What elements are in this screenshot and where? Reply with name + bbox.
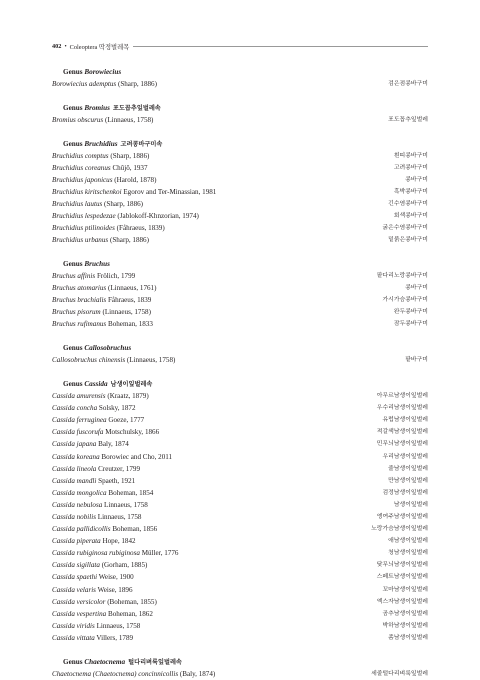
species-entry	[52, 620, 140, 632]
species-row	[52, 282, 428, 294]
species-entry	[52, 547, 178, 559]
species-korean-name: 꼬마남생이잎벌레	[382, 586, 428, 593]
species-row	[52, 210, 428, 222]
genus-name: Bruchus	[84, 260, 110, 268]
species-author: (Boheman, 1855)	[107, 597, 157, 606]
species-author: Linnaeus, 1758	[104, 500, 148, 509]
species-korean-name: 닺무늬남생이잎벌레	[376, 562, 428, 569]
genus-title	[63, 342, 131, 354]
species-name: Cassida nobilis	[52, 512, 96, 521]
species-entry	[52, 487, 153, 499]
species-korean-name: 민무늬남생이잎벌레	[376, 441, 428, 448]
species-name: Cassida japana	[52, 440, 97, 449]
species-korean-name: 남생이잎벌레	[393, 501, 428, 508]
genus-title	[63, 138, 162, 150]
species-checklist	[52, 66, 428, 680]
species-row	[52, 354, 428, 366]
species-name: Cassida amurensis	[52, 392, 106, 401]
species-row	[52, 222, 428, 234]
species-author: Motschulsky, 1866	[105, 428, 160, 437]
species-row	[52, 668, 428, 680]
species-row	[52, 426, 428, 438]
genus-block	[52, 342, 428, 366]
genus-name: Cassida	[84, 379, 108, 388]
species-korean-name: 팥다리노랑콩바구미	[376, 273, 428, 280]
genus-name: Bruchidius	[84, 139, 118, 148]
species-author: (Sharp, 1886)	[117, 80, 157, 89]
genus-title	[63, 102, 161, 114]
species-korean-name: 좀남생이잎벌레	[388, 634, 428, 641]
species-entry	[52, 438, 129, 450]
species-korean-name: 흰띠콩바구미	[393, 152, 428, 159]
header-separator: •	[64, 43, 67, 50]
species-name: Cassida pallidicollis	[52, 525, 111, 534]
species-author: Boheman, 1833	[107, 320, 153, 329]
genus-block	[52, 258, 428, 331]
species-korean-name: 만남생이잎벌레	[388, 477, 428, 484]
species-author: Weise, 1896	[97, 585, 133, 594]
species-entry	[52, 402, 136, 414]
genus-block	[52, 656, 428, 680]
species-row	[52, 438, 428, 450]
species-author: Linnaeus, 1758	[97, 512, 142, 521]
species-korean-name: 콩바구미	[405, 285, 428, 292]
species-row	[52, 414, 428, 426]
species-entry	[52, 186, 216, 198]
genus-heading	[52, 138, 428, 150]
species-name: Cassida vittata	[52, 633, 95, 642]
species-korean-name: 고려콩바구미	[393, 164, 428, 171]
species-author: (Linnaeus, 1761)	[107, 284, 157, 293]
genus-name: Borowiecius	[84, 68, 122, 76]
species-author: (Kraatz, 1879)	[107, 392, 149, 401]
species-author: (Sharp, 1886)	[110, 151, 150, 160]
species-entry	[52, 584, 133, 596]
species-author: (Linnaeus, 1758)	[126, 356, 176, 365]
species-entry	[52, 559, 147, 571]
species-korean-name: 스페트남생이잎벌레	[376, 574, 428, 581]
species-entry	[52, 499, 148, 511]
species-korean-name: 팥바구미	[405, 357, 428, 364]
species-name: Bromius obscurus	[52, 115, 104, 124]
species-name: Bruchidius comptus	[52, 151, 109, 160]
species-author: (Sharp, 1886)	[109, 236, 149, 245]
species-entry	[52, 306, 151, 318]
species-korean-name: 우수리남생이잎벌레	[376, 405, 428, 412]
species-korean-name: 줄남생이잎벌레	[388, 465, 428, 472]
species-name: Cassida sigillata	[52, 561, 100, 570]
species-korean-name: 엥여주남생이잎벌레	[376, 513, 428, 520]
species-name: Cassida ferruginea	[52, 416, 107, 425]
species-row	[52, 270, 428, 282]
genus-block	[52, 66, 428, 90]
species-name: Cassida fuscorufa	[52, 428, 104, 437]
species-entry	[52, 523, 157, 535]
genus-heading	[52, 378, 428, 390]
species-author: (Gorham, 1885)	[101, 561, 148, 570]
species-korean-name: 회색콩바구미	[393, 213, 428, 220]
species-name: Bruchidius kiritschenkoi	[52, 187, 122, 196]
species-row	[52, 114, 428, 126]
species-korean-name: 아무르남생이잎벌레	[376, 393, 428, 400]
species-entry	[52, 390, 149, 402]
species-row	[52, 318, 428, 330]
species-korean-name: 가시가슴콩바구미	[382, 297, 428, 304]
species-row	[52, 294, 428, 306]
species-korean-name: 노랑가슴남생이잎벌레	[371, 526, 428, 533]
species-name: Cassida koreana	[52, 452, 100, 461]
species-korean-name: 밑붉은콩바구미	[388, 237, 428, 244]
species-row	[52, 475, 428, 487]
species-author: Boheman, 1862	[107, 609, 153, 618]
species-korean-name: 청남생이잎벌레	[388, 550, 428, 557]
species-row	[52, 451, 428, 463]
species-row	[52, 499, 428, 511]
species-author: Spaeth, 1921	[98, 476, 136, 485]
species-entry	[52, 174, 156, 186]
page-number: 402	[52, 43, 62, 50]
species-name: Cassida rubiginosa rubiginosa	[52, 549, 140, 558]
species-author: (Harold, 1878)	[114, 175, 157, 184]
genus-label: Genus	[63, 379, 83, 388]
species-name: Bruchidius ptilinoides	[52, 224, 115, 233]
species-entry	[52, 535, 136, 547]
species-row	[52, 523, 428, 535]
species-author: Hope, 1842	[102, 537, 136, 546]
species-row	[52, 559, 428, 571]
species-row	[52, 150, 428, 162]
genus-heading	[52, 342, 428, 354]
species-author: Borowiec and Cho, 2011	[101, 452, 173, 461]
species-korean-name: 완두콩바구미	[393, 309, 428, 316]
species-korean-name: 곰추남생이잎벌레	[382, 610, 428, 617]
genus-title	[63, 66, 121, 78]
species-author: Linnaeus, 1758	[96, 621, 141, 630]
species-name: Cassida piperata	[52, 537, 101, 546]
species-entry	[52, 222, 165, 234]
genus-heading	[52, 656, 428, 668]
genus-label: Genus	[63, 68, 83, 76]
species-author: Weise, 1900	[98, 573, 134, 582]
species-author: Chûjô, 1937	[112, 163, 148, 172]
species-name: Cassida lineola	[52, 464, 97, 473]
species-author: (Linnaeus, 1758)	[104, 115, 154, 124]
species-row	[52, 608, 428, 620]
genus-label: Genus	[63, 344, 83, 353]
species-korean-name: 검은점콩바구미	[388, 81, 428, 88]
genus-label: Genus	[63, 657, 83, 666]
species-entry	[52, 78, 157, 90]
species-row	[52, 78, 428, 90]
species-name: Bruchus rufimanus	[52, 320, 107, 329]
species-entry	[52, 451, 172, 463]
species-author: Egorov and Ter-Minassian, 1981	[123, 187, 217, 196]
genus-name: Bromius	[84, 103, 110, 112]
species-author: Creutzer, 1799	[98, 464, 140, 473]
genus-block	[52, 378, 428, 644]
species-row	[52, 174, 428, 186]
species-author: (Fåhraeus, 1839)	[116, 224, 165, 233]
species-korean-name: 엑스자남생이잎벌레	[376, 598, 428, 605]
species-entry	[52, 414, 144, 426]
species-entry	[52, 463, 140, 475]
species-entry	[52, 596, 157, 608]
species-row	[52, 402, 428, 414]
species-author: (Linnaeus, 1758)	[102, 308, 151, 317]
species-author: Frölich, 1799	[96, 272, 136, 281]
genus-block	[52, 102, 428, 126]
genus-heading	[52, 258, 428, 270]
species-row	[52, 571, 428, 583]
genus-title	[63, 378, 152, 390]
running-title: Coleoptera 딱정벌레목	[69, 44, 130, 51]
species-name: Cassida concha	[52, 404, 98, 413]
species-row	[52, 186, 428, 198]
species-korean-name: 흑박콩바구미	[393, 188, 428, 195]
species-entry	[52, 162, 148, 174]
species-name: Bruchidius coreanus	[52, 163, 111, 172]
species-name: Bruchidius lautus	[52, 200, 103, 209]
species-name: Bruchidius urbanus	[52, 236, 109, 245]
genus-heading	[52, 66, 428, 78]
species-entry	[52, 668, 215, 680]
species-korean-name: 잠두콩바구미	[393, 321, 428, 328]
species-korean-name: 포도꼽추잎벌레	[388, 116, 428, 123]
species-name: Cassida velaris	[52, 585, 96, 594]
species-entry	[52, 318, 153, 330]
species-row	[52, 306, 428, 318]
species-row	[52, 511, 428, 523]
species-name: Cassida viridis	[52, 621, 95, 630]
species-entry	[52, 511, 141, 523]
species-entry	[52, 294, 151, 306]
species-author: Baly, 1874	[98, 440, 129, 449]
genus-korean-name: 고려콩바구미속	[120, 140, 163, 148]
species-korean-name: 굵은수염콩바구미	[382, 225, 428, 232]
species-author: Goeze, 1777	[108, 416, 145, 425]
species-author: (Jablokoff-Khnzorian, 1974)	[117, 212, 199, 221]
species-name: Callosobruchus chinensis	[52, 356, 126, 365]
species-row	[52, 198, 428, 210]
species-korean-name: 적갈색남생이잎벌레	[376, 429, 428, 436]
species-name: Cassida versicolor	[52, 597, 106, 606]
species-entry	[52, 198, 143, 210]
species-entry	[52, 354, 175, 366]
species-author: Solsky, 1872	[98, 404, 136, 413]
species-row	[52, 390, 428, 402]
species-row	[52, 162, 428, 174]
species-name: Cassida spaethi	[52, 573, 98, 582]
species-entry	[52, 114, 153, 126]
genus-heading	[52, 102, 428, 114]
species-name: Cassida nebulosa	[52, 500, 103, 509]
species-name: Bruchus pisorum	[52, 308, 101, 317]
species-korean-name: 세줄털다리벼룩잎벌레	[371, 670, 428, 677]
species-name: Chaetocnema (Chaetocnema) concinnicollis	[52, 669, 179, 678]
species-row	[52, 632, 428, 644]
genus-name: Callosobruchus	[84, 344, 132, 353]
species-entry	[52, 632, 133, 644]
genus-label: Genus	[63, 260, 83, 268]
species-name: Borowiecius ademptus	[52, 80, 117, 89]
species-korean-name: 우리남생이잎벌레	[382, 453, 428, 460]
species-name: Bruchus atomarius	[52, 284, 107, 293]
genus-title	[63, 258, 110, 270]
species-korean-name: 긴수염콩바구미	[388, 201, 428, 208]
genus-korean-name: 포도꼽추잎벌레속	[112, 104, 161, 112]
species-korean-name: 애남생이잎벌레	[388, 538, 428, 545]
genus-block	[52, 138, 428, 247]
species-name: Cassida vespertina	[52, 609, 107, 618]
species-entry	[52, 150, 149, 162]
species-row	[52, 596, 428, 608]
species-author: (Sharp, 1886)	[104, 200, 144, 209]
species-author: Müller, 1776	[141, 549, 179, 558]
species-author: Villers, 1789	[96, 633, 134, 642]
species-author: (Baly, 1874)	[179, 669, 216, 678]
species-entry	[52, 282, 156, 294]
species-korean-name: 콩바구미	[405, 176, 428, 183]
species-name: Cassida mandli	[52, 476, 97, 485]
species-entry	[52, 270, 135, 282]
species-row	[52, 584, 428, 596]
species-entry	[52, 234, 149, 246]
species-row	[52, 234, 428, 246]
species-entry	[52, 210, 199, 222]
species-row	[52, 535, 428, 547]
species-author: Fåhraeus, 1839	[107, 296, 152, 305]
species-name: Bruchidius japonicus	[52, 175, 113, 184]
genus-korean-name: 남생이잎벌레속	[110, 380, 153, 388]
genus-title	[63, 656, 182, 668]
species-row	[52, 547, 428, 559]
species-name: Bruchus affinis	[52, 272, 96, 281]
running-header	[52, 42, 428, 51]
species-row	[52, 620, 428, 632]
species-entry	[52, 571, 134, 583]
species-author: Boheman, 1856	[112, 525, 158, 534]
species-korean-name: 유럽남생이잎벌레	[382, 417, 428, 424]
genus-label: Genus	[63, 103, 83, 112]
header-rule	[133, 46, 428, 47]
species-entry	[52, 608, 153, 620]
species-entry	[52, 426, 159, 438]
genus-korean-name: 털다리벼룩잎벌레속	[128, 658, 182, 666]
species-name: Bruchus brachialis	[52, 296, 107, 305]
species-author: Boheman, 1854	[108, 488, 154, 497]
genus-name: Chaetocnema	[84, 657, 126, 666]
genus-label: Genus	[63, 139, 83, 148]
species-name: Cassida mongolica	[52, 488, 107, 497]
species-row	[52, 463, 428, 475]
species-korean-name: 검정남생이잎벌레	[382, 489, 428, 496]
species-name: Bruchidius lespedezae	[52, 212, 116, 221]
species-row	[52, 487, 428, 499]
species-korean-name: 박하남생이잎벌레	[382, 622, 428, 629]
species-entry	[52, 475, 135, 487]
